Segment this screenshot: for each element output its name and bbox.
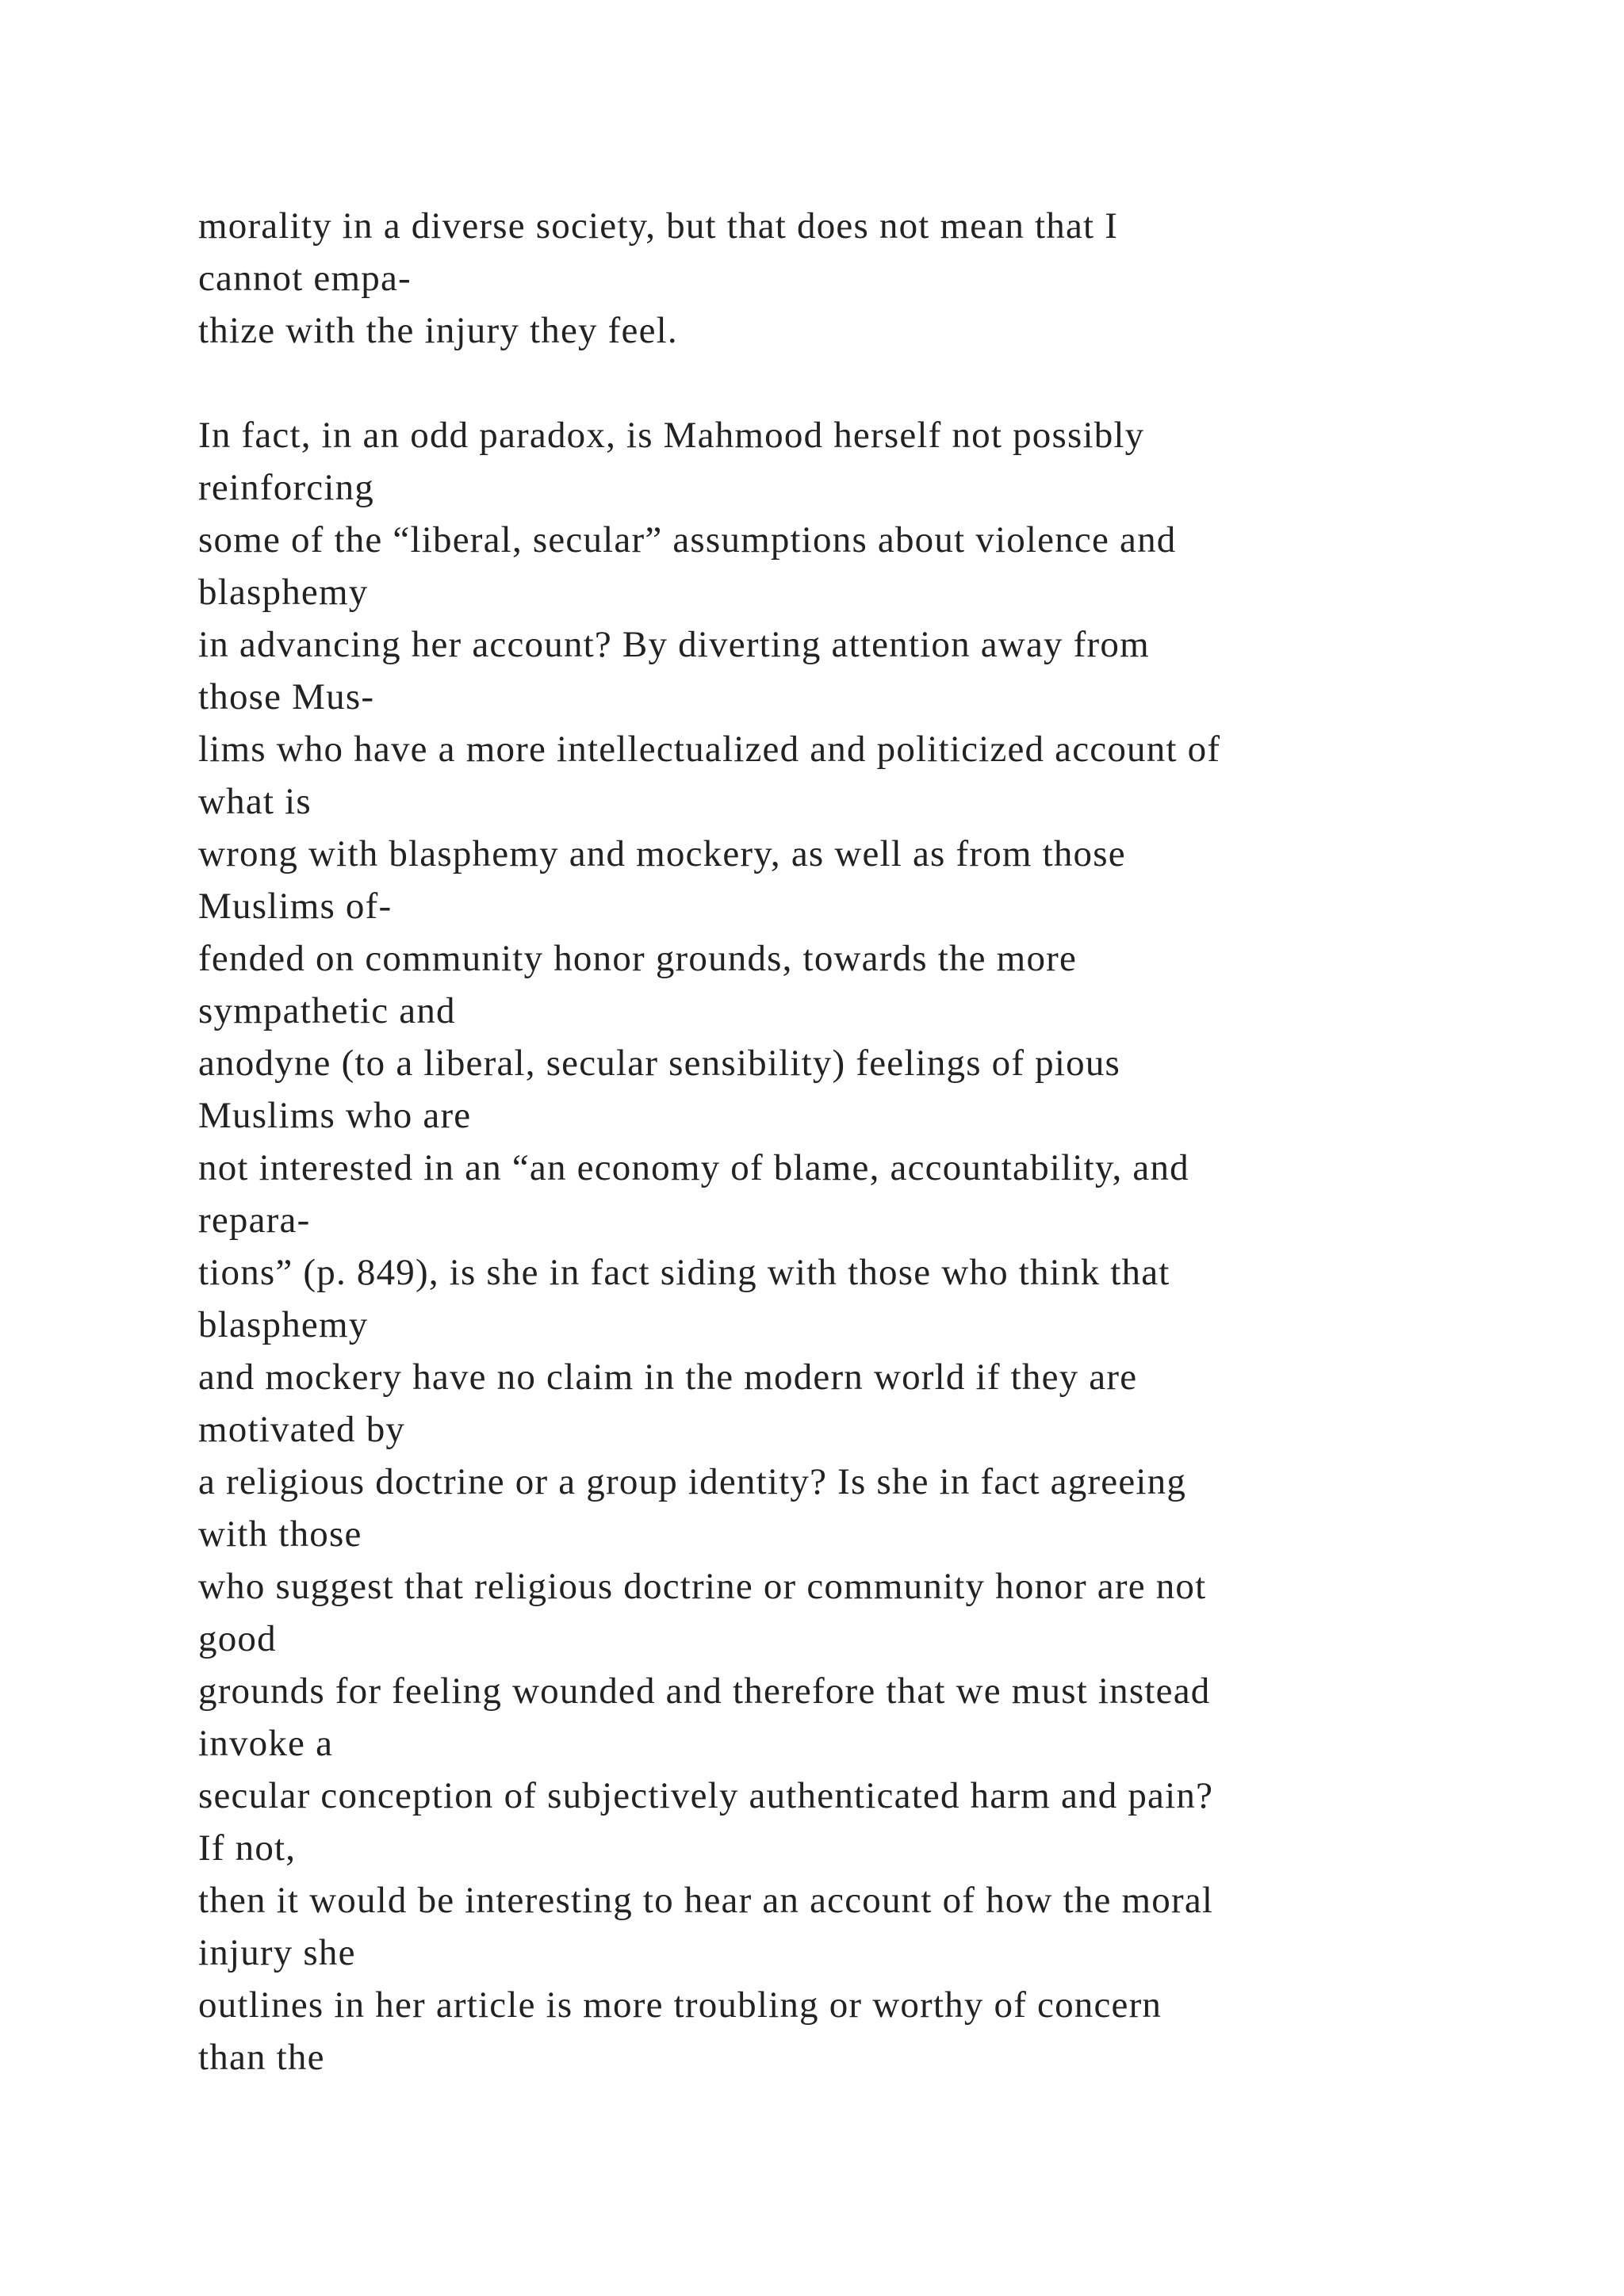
text-line: who suggest that religious doctrine or community honor are not [198, 1566, 1207, 1607]
text-line: in advancing her account? By diverting attention away from [198, 624, 1150, 665]
text-line: some of the “liberal, secular” assumptions about violence and [198, 519, 1177, 561]
text-line: repara- [198, 1200, 311, 1241]
text-line: motivated by [198, 1409, 406, 1450]
body-text [198, 200, 1594, 2084]
text-line: In fact, in an odd paradox, is Mahmood herself not possibly [198, 415, 1145, 456]
text-line: a religious doctrine or a group identity? Is she in fact agreeing [198, 1461, 1187, 1502]
text-line: injury she [198, 1932, 356, 1973]
text-line: with those [198, 1513, 362, 1555]
text-line: sympathetic and [198, 990, 456, 1031]
text-line: blasphemy [198, 1304, 369, 1345]
text-line: grounds for feeling wounded and therefore that we must instead [198, 1670, 1211, 1712]
text-line: reinforcing [198, 467, 374, 508]
text-line: blasphemy [198, 572, 369, 613]
text-line: secular conception of subjectively authenticated harm and pain? [198, 1775, 1214, 1816]
text-line: then it would be interesting to hear an account of how the moral [198, 1880, 1214, 1921]
text-line: good [198, 1618, 277, 1659]
text-line: tions” (p. 849), is she in fact siding with those who think that [198, 1252, 1170, 1293]
text-line: those Mus- [198, 676, 375, 718]
text-line: Muslims who are [198, 1095, 472, 1136]
text-line: fended on community honor grounds, towards the more [198, 938, 1078, 979]
paragraph-1 [198, 200, 1594, 357]
text-line: lims who have a more intellectualized and politicized account of [198, 729, 1221, 770]
text-line: Muslims of- [198, 886, 393, 927]
text-line: cannot empa- [198, 258, 412, 299]
text-line: what is [198, 781, 312, 822]
text-line: not interested in an “an economy of blame, accountability, and [198, 1147, 1189, 1188]
text-line: invoke a [198, 1723, 334, 1764]
text-line: than the [198, 2037, 325, 2078]
paragraph-break [198, 357, 1594, 409]
text-line: thize with the injury they feel. [198, 310, 678, 351]
text-line: morality in a diverse society, but that does not mean that I [198, 205, 1119, 247]
paragraph-2 [198, 409, 1594, 2084]
text-line: and mockery have no claim in the modern world if they are [198, 1357, 1138, 1398]
text-line: If not, [198, 1827, 297, 1869]
text-line: anodyne (to a liberal, secular sensibility) feelings of pious [198, 1043, 1121, 1084]
text-line: outlines in her article is more troubling or worthy of concern [198, 1984, 1162, 2026]
text-line: wrong with blasphemy and mockery, as well as from those [198, 833, 1126, 874]
